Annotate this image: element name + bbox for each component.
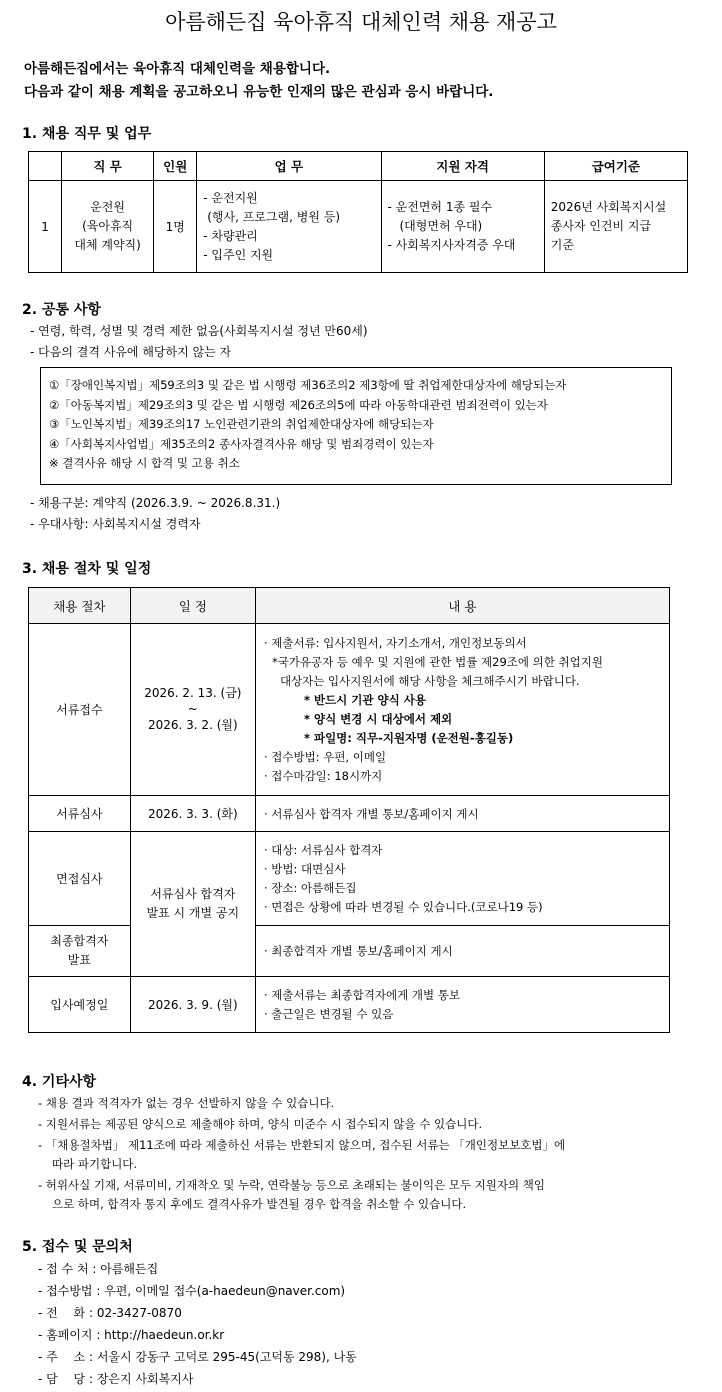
step-join: 입사예정일: [29, 977, 131, 1033]
section4-heading: 4. 기타사항: [22, 1074, 97, 1090]
disqualification-2: ②「아동복지법」제29조의3 및 같은 법 시행령 제26조의5에 따라 아동학대관련 범죄전력이 있는자: [49, 397, 548, 412]
content-interview: · 대상: 서류심사 합격자 · 방법: 대면심사 · 장소: 아름해든집 · 면접은 상황에 따라 변경될 수 있습니다.(코로나19 등): [255, 832, 669, 926]
header-step: 채용 절차: [29, 588, 131, 624]
header-no: [29, 152, 62, 181]
date-interview-final: 서류심사 합격자 발표 시 개별 공지: [130, 832, 255, 977]
content-review: · 서류심사 합격자 개별 통보/홈페이지 게시: [255, 796, 669, 832]
intro-line-2: 다음과 같이 채용 계획을 공고하오니 유능한 인재의 많은 관심과 응시 바랍니다.: [24, 84, 494, 100]
header-content: 내 용: [255, 588, 669, 624]
section5-heading: 5. 접수 및 문의처: [22, 1239, 133, 1255]
disqualification-3: ③「노인복지법」제39조의17 노인관련기관의 취업제한대상자에 해당되는자: [49, 417, 434, 431]
contact-method: - 접수방법 : 우편, 이메일 접수(a-haedeun@naver.com): [38, 1284, 346, 1298]
common-item-2: - 다음의 결격 사유에 해당하지 않는 자: [30, 345, 232, 359]
etc-item-2: - 지원서류는 제공된 양식으로 제출해야 하며, 양식 미준수 시 접수되지 않을 수 있습니다.: [38, 1117, 483, 1131]
date-document: 2026. 2. 13. (금) ~ 2026. 3. 2. (월): [130, 624, 255, 796]
employment-type: - 채용구분: 계약직 (2026.3.9. ~ 2026.8.31.): [30, 496, 281, 510]
header-salary: 급여기준: [544, 152, 687, 181]
job-table-header: [29, 152, 688, 181]
header-qualification: 지원 자격: [381, 152, 544, 181]
header-duties: 업 무: [197, 152, 381, 181]
header-count: 인원: [154, 152, 197, 181]
job-row-no: 1: [29, 181, 62, 273]
schedule-row-document: [29, 624, 670, 796]
job-row: [29, 181, 688, 273]
contact-phone: - 전 화 : 02-3427-0870: [38, 1306, 182, 1320]
header-date: 일 정: [130, 588, 255, 624]
step-interview: 면접심사: [29, 832, 131, 926]
disqualification-4: ④「사회복지사업법」제35조의2 종사자결격사유 해당 및 범죄경력이 있는자: [49, 436, 434, 451]
content-document: · 제출서류: 입사지원서, 자기소개서, 개인정보동의서 *국가유공자 등 예우 및 지원에 관한 법률 제29조에 의한 취업지원 대상자는 입사지원서에 해당 사항을 체크해주시기 바랍니다. * 반드시 기관 양식 사용 * 양식 변경 시 대상에서 제외 * 파일명: 직무-지원자명 (운전원-홍길동) · 접수방법: 우편, 이메일 · 접수마감일: 18시까지: [255, 624, 669, 796]
section2-heading: 2. 공통 사항: [22, 302, 101, 318]
content-final: · 최종합격자 개별 통보/홈페이지 게시: [255, 926, 669, 977]
schedule-row-final: [29, 926, 670, 977]
date-join: 2026. 3. 9. (월): [130, 977, 255, 1033]
etc-item-3-cont: 따라 파기합니다.: [52, 1157, 138, 1171]
job-row-duties: - 운전지원 (행사, 프로그램, 병원 등) - 차량관리 - 입주인 지원: [197, 181, 381, 273]
schedule-table: [28, 587, 670, 1033]
step-document: 서류접수: [29, 624, 131, 796]
preference: - 우대사항: 사회복지시설 경력자: [30, 517, 201, 531]
etc-item-1: - 채용 결과 적격자가 없는 경우 선발하지 않을 수 있습니다.: [38, 1096, 335, 1110]
section1-heading: 1. 채용 직무 및 업무: [22, 126, 152, 142]
page-title: 아름해든집 육아휴직 대체인력 채용 재공고: [165, 10, 557, 34]
job-row-qualification: - 운전면허 1종 필수 (대형면허 우대) - 사회복지사자격증 우대: [381, 181, 544, 273]
common-item-1: - 연령, 학력, 성별 및 경력 제한 없음(사회복지시설 정년 만60세): [30, 324, 368, 338]
disqualification-box: [40, 367, 672, 485]
contact-address: - 주 소 : 서울시 강동구 고덕로 295-45(고덕동 298), 나동: [38, 1350, 357, 1364]
schedule-row-interview: [29, 832, 670, 926]
content-join: · 제출서류는 최종합격자에게 개별 통보 · 출근일은 변경될 수 있음: [255, 977, 669, 1033]
date-review: 2026. 3. 3. (화): [130, 796, 255, 832]
intro-line-1: 아름해든집에서는 육아휴직 대체인력을 채용합니다.: [24, 61, 331, 77]
schedule-row-review: [29, 796, 670, 832]
contact-homepage: - 홈페이지 : http://haedeun.or.kr: [38, 1328, 225, 1342]
contact-place: - 접 수 처 : 아름해든집: [38, 1262, 159, 1276]
contact-manager: - 담 당 : 장은지 사회복지사: [38, 1372, 194, 1386]
etc-item-3: - 「채용절차법」 제11조에 따라 제출하신 서류는 반환되지 않으며, 접수된 서류는 「개인정보보호법」에: [38, 1138, 566, 1152]
section3-heading: 3. 채용 절차 및 일정: [22, 561, 152, 577]
disqualification-note: ※ 결격사유 해당 시 합격 및 고용 취소: [49, 456, 240, 470]
step-review: 서류심사: [29, 796, 131, 832]
job-row-count: 1명: [154, 181, 197, 273]
job-row-title: 운전원 (육아휴직 대체 계약직): [62, 181, 154, 273]
job-row-salary: 2026년 사회복지시설 종사자 인건비 지급 기준: [544, 181, 687, 273]
job-table: [28, 151, 688, 273]
step-final: 최종합격자 발표: [29, 926, 131, 977]
schedule-row-join: [29, 977, 670, 1033]
disqualification-1: ①「장애인복지법」제59조의3 및 같은 법 시행령 제36조의2 제3항에 딸 취업제한대상자에 해당되는자: [49, 378, 567, 392]
header-job: 직 무: [62, 152, 154, 181]
etc-item-4: - 허위사실 기재, 서류미비, 기재착오 및 누락, 연락불능 등으로 초래되는 불이익은 모두 지원자의 책임: [38, 1178, 545, 1192]
schedule-table-header: [29, 588, 670, 624]
etc-item-4-cont: 으로 하며, 합격자 통지 후에도 결격사유가 발견될 경우 합격을 취소할 수 있습니다.: [52, 1197, 467, 1211]
